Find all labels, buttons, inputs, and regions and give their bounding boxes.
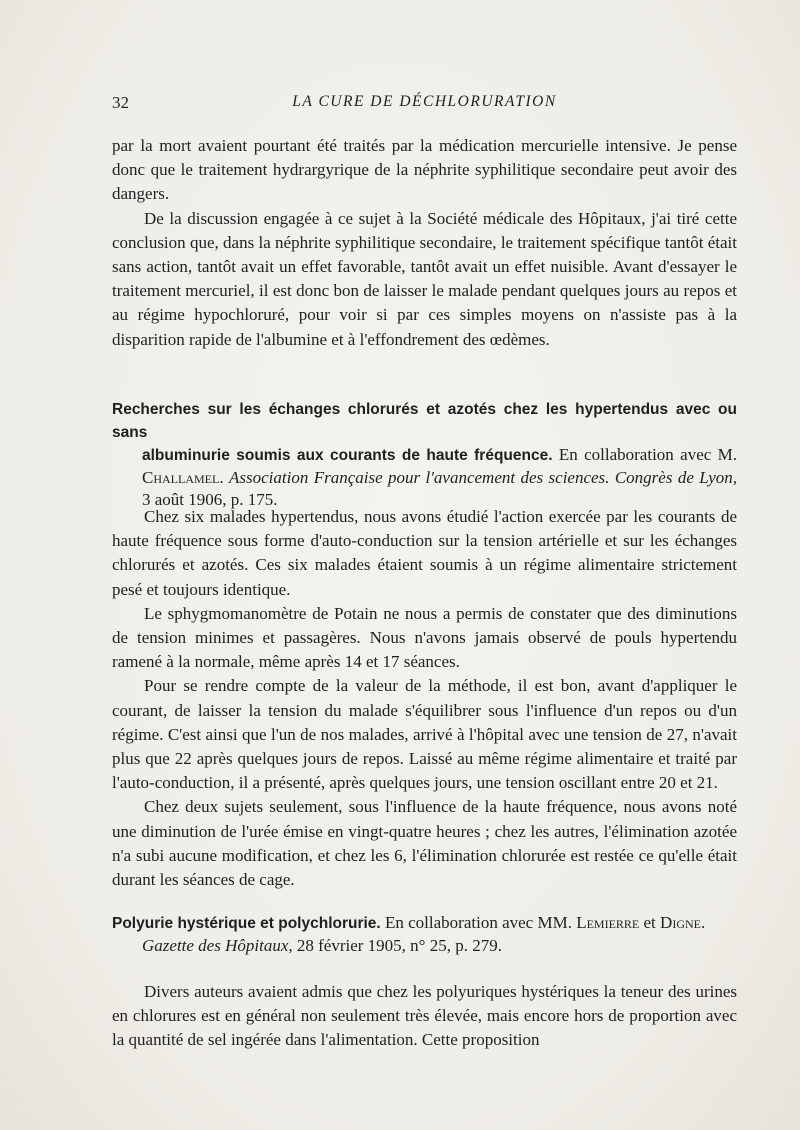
entry-title: Polyurie hystérique et polychlorurie. xyxy=(112,915,381,932)
paragraph: Pour se rendre compte de la valeur de la méthode, il est bon, avant d'appliquer le courant, de laisser la tension du malade s'équilibrer sous l'influence d'un repos ou d'un régime. C'est ainsi que l'un de nos malades, arrivé à l'hôpital avec une tension de 27, n'avait plus que 22 après quelques jours de repos. Laissé au même régime alimentaire et traité par l'auto-conduction, il a présenté, après quelques jours, une tension oscillant entre 20 et 21. xyxy=(112,676,737,793)
collaborator-name: Lemierre xyxy=(576,913,640,932)
paragraph: Divers auteurs avaient admis que chez les polyuriques hystériques la teneur des urines en chlorures est en général non seulement très élevée, mais encore hors de proportion avec la quantité de sel ingérée dans l'alimentation. Cette proposition xyxy=(112,982,737,1050)
paragraph: Chez deux sujets seulement, sous l'influence de la haute fréquence, nous avons noté une diminution de l'urée émise en vingt-quatre heures ; chez les autres, l'élimination azotée n'a subi aucune modification, et chez les 6, l'élimination chlorurée est restée ce qu'elle était durant les séances de cage. xyxy=(112,797,737,890)
entry-body xyxy=(112,980,737,1053)
running-head xyxy=(112,93,737,117)
collaborator-name: Digne. xyxy=(660,913,706,932)
collaborator-name: Challamel xyxy=(142,468,220,487)
collaborator-prefix: M. xyxy=(717,445,738,464)
publication-date: 28 février 1905, n° 25, p. 279. xyxy=(296,936,502,955)
paragraph: par la mort avaient pourtant été traités par la médication mercurielle intensive. Je pense donc que le traitement hydrargyrique de la néphrite syphilitique secondaire peut avoir des dangers. xyxy=(112,136,737,204)
intro-section xyxy=(112,134,737,352)
collaboration-note: En collaboration avec xyxy=(558,445,712,464)
entry-title: Recherches sur les échanges chlorurés et azotés chez les hypertendus avec ou sans xyxy=(112,401,737,441)
publication-date: 3 août 1906, p. 175. xyxy=(142,490,278,509)
paragraph: Le sphygmomanomètre de Potain ne nous a permis de constater que des diminutions de tension minimes et passagères. Nous n'avons jamais observé de pouls hypertendu ramené à la normale, même après 14 et 17 séances. xyxy=(112,603,737,672)
publication-source: Association Française pour l'avancement des sciences. Congrès de Lyon, xyxy=(228,468,738,487)
entry-body xyxy=(112,505,737,892)
entry-title-continued: albuminurie soumis aux courants de haute fréquence. xyxy=(142,447,553,464)
page-number: 32 xyxy=(112,93,129,112)
collaboration-conjunction: et xyxy=(643,913,656,932)
paragraph: De la discussion engagée à ce sujet à la Société médicale des Hôpitaux, j'ai tiré cette conclusion que, dans la néphrite syphilitique secondaire, le traitement spécifique tantôt était sans action, tantôt avait un effet favorable, tantôt avait un effet nuisible. Avant d'essayer le traitement mercuriel, il est donc bon de laisser le malade pendant quelques jours au repos et au régime hypochloruré, pour voir si par ces simples moyens on n'assiste pas à la disparition rapide de l'albumine et à l'effondrement des œdèmes. xyxy=(112,208,737,349)
publication-source: Gazette des Hôpitaux, xyxy=(142,936,293,955)
bibliography-entry-heading: Recherches sur les échanges chlorurés et azotés chez les hypertendus avec ou sans albuminurie soumis aux courants de haute fréquence. En collaboration avec M. Challamel. Association Française pour l'avancement des sciences. Congrès de Lyon, 3 août 1906, p. 175. xyxy=(112,401,738,509)
collaboration-note: En collaboration avec MM. xyxy=(385,913,572,932)
paragraph: Chez six malades hypertendus, nous avons étudié l'action exercée par les courants de haute fréquence sous forme d'auto-conduction sur la tension artérielle et sur les échanges chlorurés et azotés. Ces six malades étaient soumis à un régime alimentaire strictement pesé et toujours identique. xyxy=(112,507,737,599)
running-title: LA CURE DE DÉCHLORURATION xyxy=(292,93,557,110)
bibliography-entry-heading xyxy=(112,912,737,957)
